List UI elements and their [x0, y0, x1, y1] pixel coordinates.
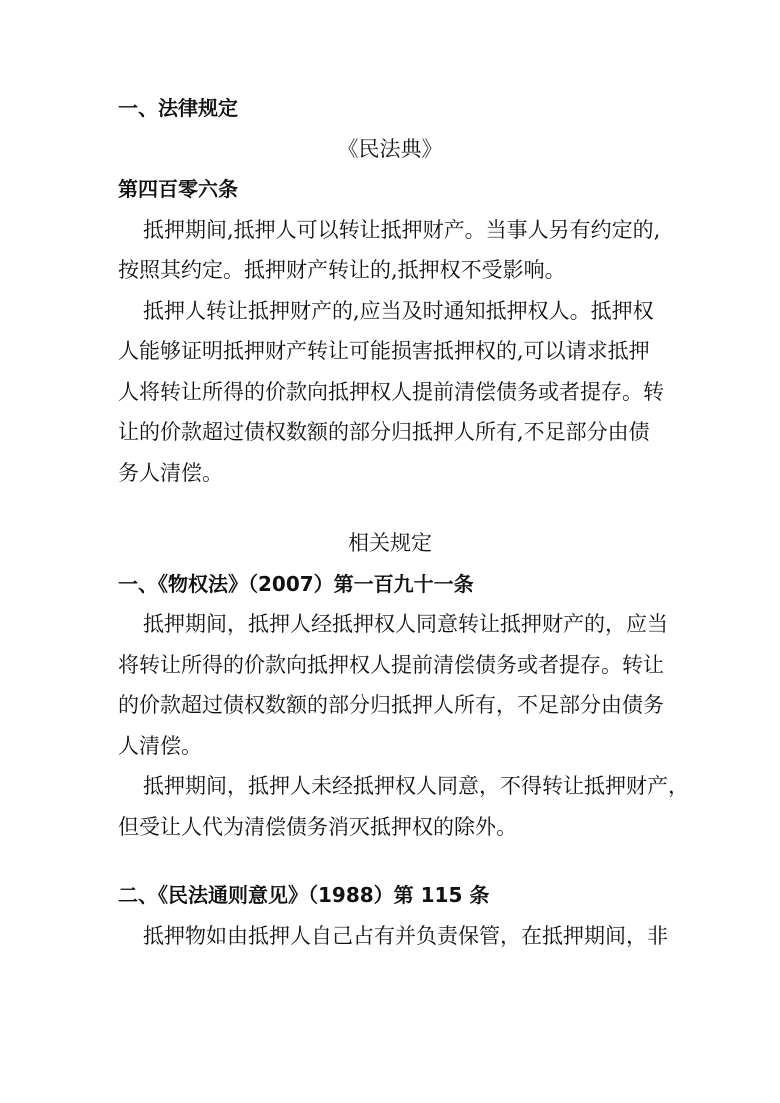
law-title: 《民法典》 [337, 136, 443, 161]
paragraph-line: 让的价款超过债权数额的部分归抵押人所有,不足部分由债 [118, 420, 650, 444]
paragraph-line: 抵押期间，抵押人未经抵押权人同意，不得转让抵押财产， [143, 774, 689, 798]
paragraph-line: 的价款超过债权数额的部分归抵押人所有，不足部分由债务 [118, 693, 664, 717]
related-item-2-heading: 二、《民法通则意见》（1988）第 115 条 [118, 883, 490, 907]
paragraph-line: 务人清偿。 [118, 460, 223, 485]
paragraph-line: 抵押期间，抵押人经抵押权人同意转让抵押财产的，应当 [143, 612, 668, 636]
related-item-2-paragraph-1 [118, 916, 668, 957]
document-page [118, 88, 689, 956]
paragraph-line: 人将转让所得的价款向抵押权人提前清偿债务或者提存。转 [118, 379, 664, 404]
related-title: 相关规定 [348, 531, 432, 555]
paragraph-line: 抵押人转让抵押财产的,应当及时通知抵押权人。抵押权 [143, 298, 654, 323]
paragraph-line: 但受让人代为清偿债务消灭抵押权的除外。 [118, 814, 517, 839]
article-number: 第四百零六条 [118, 177, 238, 201]
spacer [118, 847, 662, 875]
article-paragraph-2 [118, 291, 662, 494]
section-heading: 一、法律规定 [118, 96, 238, 120]
related-item-1-paragraph-1 [118, 604, 668, 766]
paragraph-line: 人能够证明抵押财产转让可能损害抵押权的,可以请求抵押 [118, 339, 650, 363]
spacer [118, 493, 662, 523]
paragraph-line: 抵押期间,抵押人可以转让抵押财产。当事人另有约定的, [143, 217, 661, 242]
paragraph-line: 按照其约定。抵押财产转让的,抵押权不受影响。 [118, 258, 566, 282]
related-item-1-paragraph-2 [118, 766, 689, 847]
paragraph-line: 人清偿。 [118, 733, 202, 758]
paragraph-line: 抵押物如由抵押人自己占有并负责保管，在抵押期间，非 [143, 923, 668, 948]
paragraph-line: 将转让所得的价款向抵押权人提前清偿债务或者提存。转让 [118, 652, 664, 677]
related-item-1-heading: 一、《物权法》（2007）第一百九十一条 [118, 571, 474, 596]
article-paragraph-1 [118, 210, 662, 291]
